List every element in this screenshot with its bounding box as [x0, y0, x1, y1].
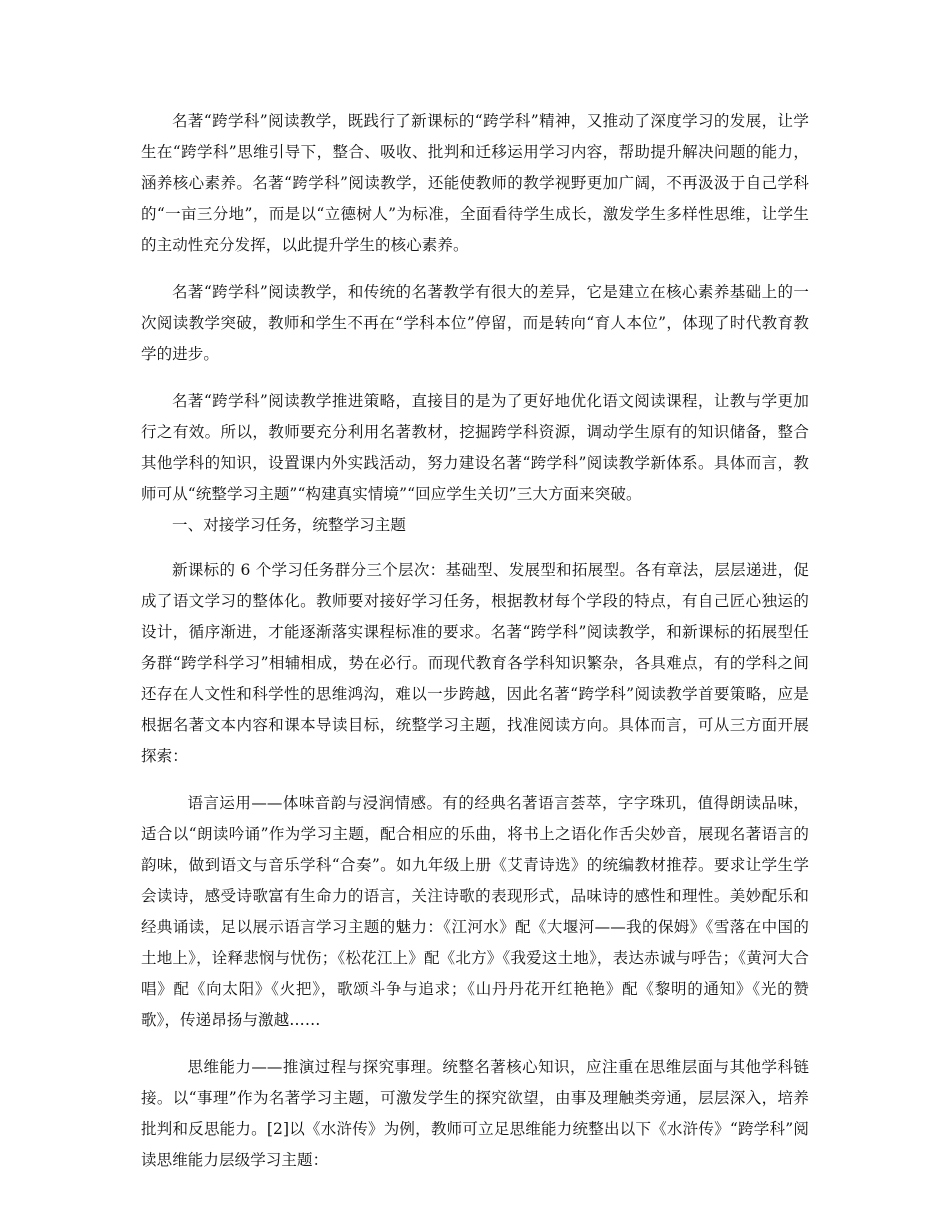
- paragraph-3: 名著“跨学科”阅读教学推进策略，直接目的是为了更好地优化语文阅读课程，让教与学更加行之有效。所以，教师要充分利用名著教材，挖掘跨学科资源，调动学生原有的知识储备，整合其他学科的知识，设置课内外实践活动，努力建设名著“跨学科”阅读教学新体系。具体而言，教师可从“统整学习主题”“构建真实情境”“回应学生关切”三大方面来突破。: [141, 392, 809, 503]
- paragraph-2: 名著“跨学科”阅读教学，和传统的名著教学有很大的差异，它是建立在核心素养基础上的一次阅读教学突破，教师和学生不再在“学科本位”停留，而是转向“育人本位”，体现了时代教育教学的进步。: [141, 283, 809, 363]
- document-page: [141, 106, 809, 1176]
- paragraph-4: 新课标的 6 个学习任务群分三个层次：基础型、发展型和拓展型。各有章法，层层递进，促成了语文学习的整体化。教师要对接好学习任务，根据教材每个学段的特点，有自己匠心独运的设计，循序渐进，才能逐渐落实课程标准的要求。名著“跨学科”阅读教学，和新课标的拓展型任务群“跨学科学习”相辅相成，势在必行。而现代教育各学科知识繁杂，各具难点，有的学科之间还存在人文性和科学性的思维鸿沟，难以一步跨越，因此名著“跨学科”阅读教学首要策略，应是根据名著文本内容和课本导读目标，统整学习主题，找准阅读方向。具体而言，可从三方面开展探索：: [141, 561, 809, 765]
- paragraph-5: 语言运用——体味音韵与浸润情感。有的经典名著语言荟萃，字字珠玑，值得朗读品味，适合以“朗读吟诵”作为学习主题，配合相应的乐曲，将书上之语化作舌尖妙音，展现名著语言的韵味，做到语文与音乐学科“合奏”。如九年级上册《艾青诗选》的统编教材推荐。要求让学生学会读诗，感受诗歌富有生命力的语言，关注诗歌的表现形式，品味诗的感性和理性。美妙配乐和经典诵读，足以展示语言学习主题的魅力：《江河水》配《大堰河——我的保姆》《雪落在中国的土地上》，诠释悲悯与忧伤；《松花江上》配《北方》《我爱这土地》，表达赤诚与呼告；《黄河大合唱》配《向太阳》《火把》，歌颂斗争与追求；《山丹丹花开红艳艳》配《黎明的通知》《光的赞歌》，传递昂扬与激越……: [141, 794, 809, 1029]
- section-heading: 一、对接学习任务，统整学习主题: [172, 516, 407, 534]
- paragraph-1: 名著“跨学科”阅读教学，既践行了新课标的“跨学科”精神，又推动了深度学习的发展，让学生在“跨学科”思维引导下，整合、吸收、批判和迁移运用学习内容，帮助提升解决问题的能力，涵养核心素养。名著“跨学科”阅读教学，还能使教师的教学视野更加广阔，不再汲汲于自己学科的“一亩三分地”，而是以“立德树人”为标准，全面看待学生成长，激发学生多样性思维，让学生的主动性充分发挥，以此提升学生的核心素养。: [141, 112, 809, 254]
- paragraph-6: 思维能力——推演过程与探究事理。统整名著核心知识，应注重在思维层面与其他学科链接。以“事理”作为名著学习主题，可激发学生的探究欲望，由事及理触类旁通，层层深入，培养批判和反思能力。[2]以《水浒传》为例，教师可立足思维能力统整出以下《水浒传》“跨学科”阅读思维能力层级学习主题：: [141, 1058, 809, 1169]
